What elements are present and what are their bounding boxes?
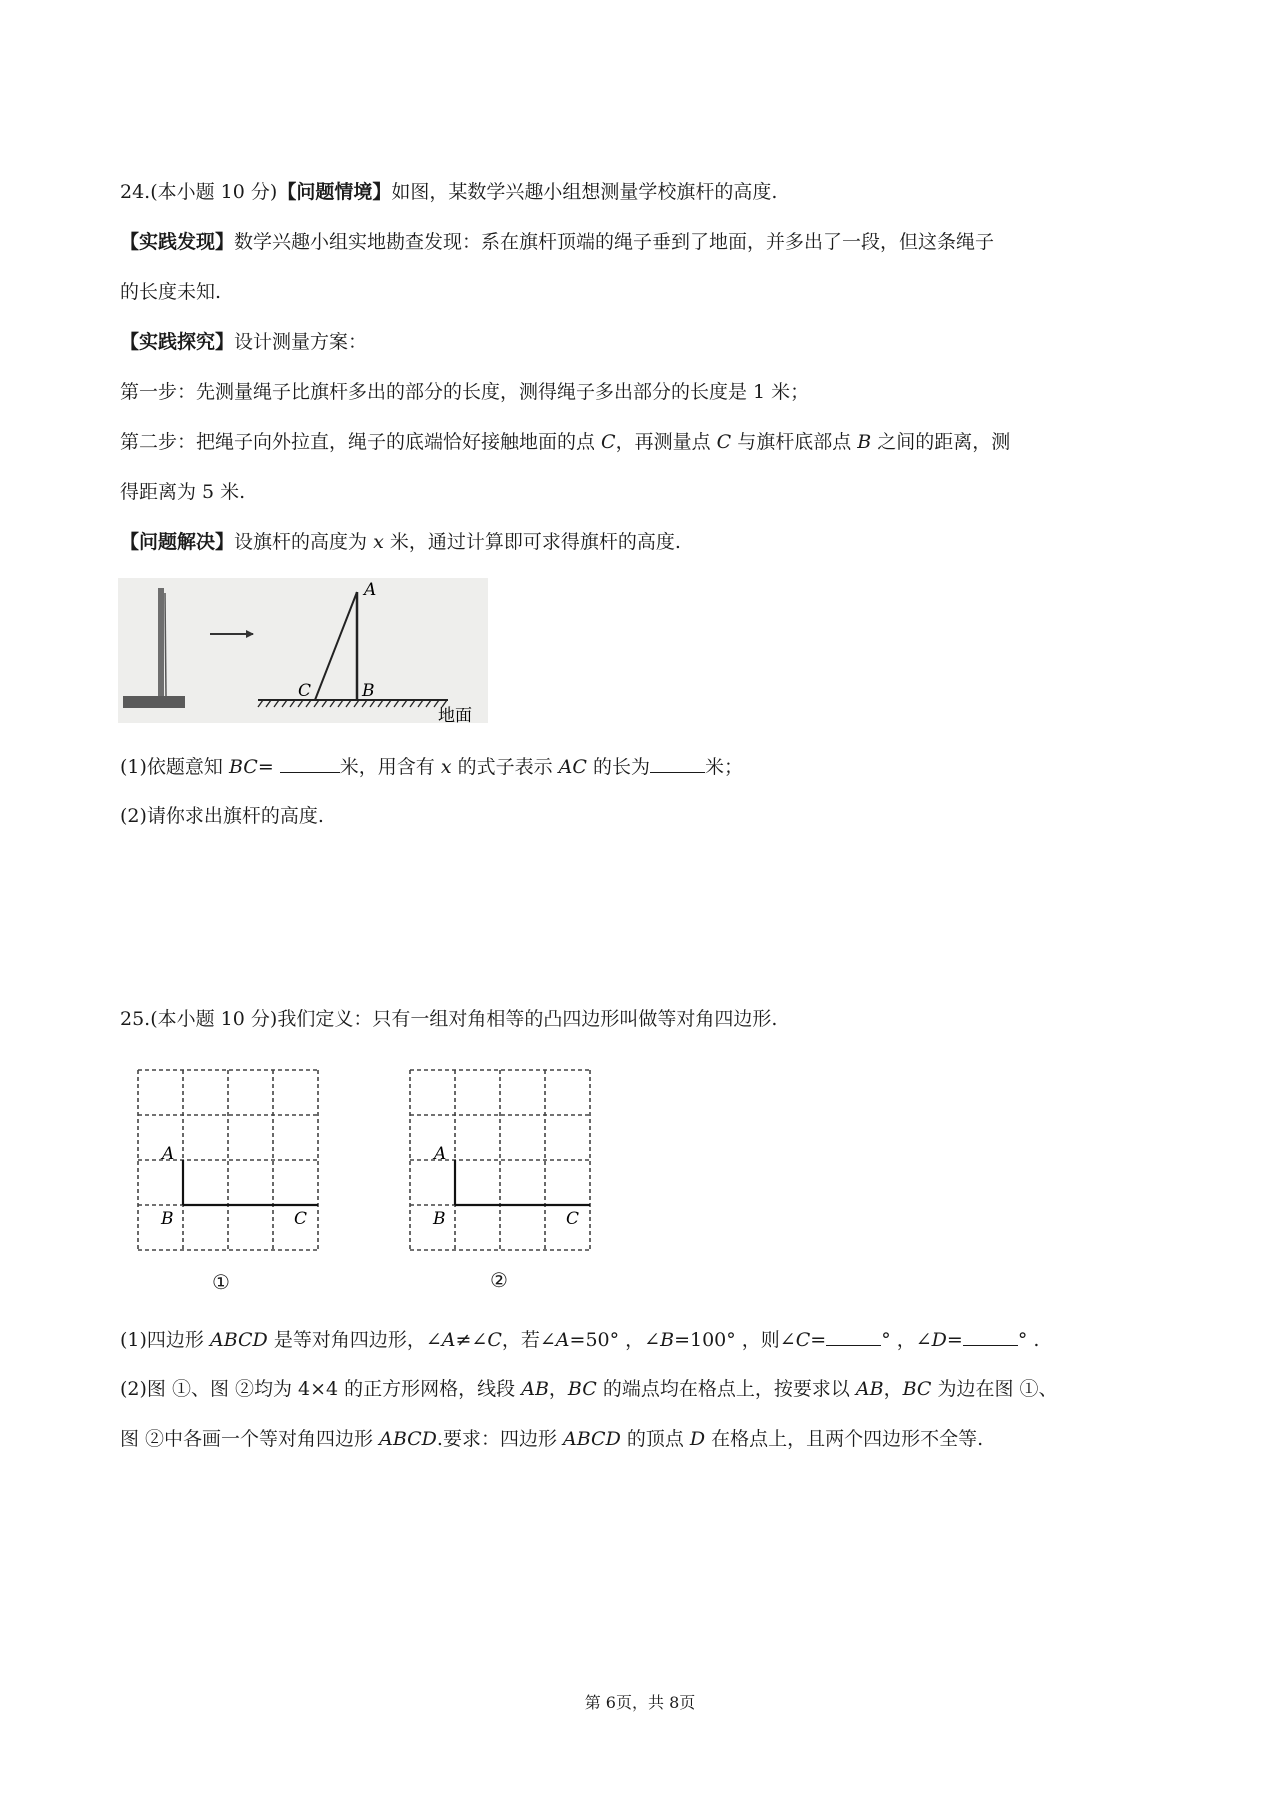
q24-answer-blank-ac[interactable] <box>650 752 705 773</box>
q24-step2-point-c2: C <box>716 431 732 453</box>
grid-1-label-c: C <box>294 1209 308 1229</box>
q25-p1-text-g: = <box>810 1329 827 1351</box>
flagpole-figure <box>118 578 498 732</box>
q25-p1-text-d: ，若∠ <box>501 1329 556 1351</box>
grid-2-label-b: B <box>433 1209 446 1229</box>
q25-p1-text-e: =50° ，∠ <box>569 1329 661 1351</box>
page-footer: 第 6页，共 8页 <box>584 1693 696 1712</box>
q25-intro: 我们定义：只有一组对角相等的凸四边形叫做等对角四边形. <box>277 1008 778 1030</box>
q25-header <box>120 1005 777 1033</box>
q24-step2-line1 <box>120 428 1010 456</box>
q25-p2-bc: BC <box>567 1378 597 1400</box>
grid-2 <box>400 1060 600 1260</box>
q24-step2-point-c: C <box>601 431 616 453</box>
q24-step2-text-e: 之间的距离，测 <box>871 431 1011 453</box>
q25-p1-angle-a2: A <box>555 1329 570 1351</box>
q24-solve-line <box>120 528 681 556</box>
q25-answer-blank-c[interactable] <box>826 1325 881 1346</box>
q24-step2-point-b: B <box>857 431 872 453</box>
q24-p1-x: x <box>440 756 452 778</box>
q24-p1-text-c: 米，用含有 <box>339 756 441 778</box>
q25-number: 25. <box>120 1008 151 1030</box>
q25-p1-text-c: ≠∠ <box>455 1329 488 1351</box>
q25-part1 <box>120 1325 1039 1354</box>
q24-solve-x: x <box>373 531 384 553</box>
q24-meta: (本小题 10 分) <box>150 181 278 203</box>
label-ground: 地面 <box>438 706 472 726</box>
flagpole-diagram <box>118 578 498 728</box>
q25-p2-line2-text-a: 图 ②中各画一个等对角四边形 <box>120 1428 380 1450</box>
q24-step2-text-d: 与旗杆底部点 <box>731 431 858 453</box>
grid-2-label-c: C <box>566 1209 580 1229</box>
q25-p2-abcd2: ABCD <box>563 1428 621 1450</box>
q25-p2-bc2: BC <box>902 1378 932 1400</box>
q25-p2-abcd: ABCD <box>379 1428 437 1450</box>
q24-p1-text-f: 米； <box>704 756 743 778</box>
q24-p1-ac: AC <box>558 756 587 778</box>
q25-p1-text-h: ° ，∠ <box>881 1329 932 1351</box>
q24-step2-text-a: 第二步：把绳子向外拉直，绳子的底端恰好接触地面的点 <box>120 431 602 453</box>
q25-p2-ab: AB <box>521 1378 549 1400</box>
q25-p1-abcd: ABCD <box>209 1329 268 1351</box>
q25-answer-blank-d[interactable] <box>963 1325 1018 1346</box>
q25-p1-angle-b: B <box>660 1329 675 1351</box>
q25-p1-angle-d: D <box>931 1329 947 1351</box>
grid-figure-1 <box>128 1060 328 1264</box>
q24-solve-text-b: 米，通过计算即可求得旗杆的高度. <box>383 531 681 553</box>
grid-2-label-a: A <box>434 1144 447 1164</box>
q24-number: 24. <box>120 181 151 203</box>
q24-explore-line <box>120 328 367 356</box>
q24-part2 <box>120 802 324 830</box>
q25-p1-text-b: 是等对角四边形，∠ <box>267 1329 442 1351</box>
label-point-a: A <box>364 580 377 600</box>
q24-discover-1: 数学兴趣小组实地勘查发现：系在旗杆顶端的绳子垂到了地面，并多出了一段，但这条绳子 <box>234 231 995 253</box>
q24-step1 <box>120 378 809 406</box>
q25-p2-line2-text-c: 的顶点 <box>620 1428 690 1450</box>
q24-p1-bc: BC <box>228 756 258 778</box>
grid-figure-2 <box>400 1060 600 1264</box>
q25-p2-line2-text-b: .要求：四边形 <box>436 1428 563 1450</box>
q24-tag-discover: 【实践发现】 <box>120 231 235 253</box>
grid-1-label-a: A <box>162 1144 175 1164</box>
q24-step1-text: 第一步：先测量绳子比旗杆多出的部分的长度，测得绳子多出部分的长度是 1 米； <box>120 381 810 403</box>
flagpole-photo-base <box>123 696 185 708</box>
q24-discover-line2 <box>120 278 221 306</box>
q24-p1-text-e: 的长为 <box>586 756 650 778</box>
q24-header <box>120 178 777 206</box>
q25-p2-text-e: 为边在图 ①、 <box>931 1378 1058 1400</box>
q25-p1-text-a: (1)四边形 <box>120 1329 210 1351</box>
q25-p2-ab2: AB <box>855 1378 884 1400</box>
q25-p1-angle-c2: C <box>795 1329 811 1351</box>
q25-p2-text-c: 的端点均在格点上，按要求以 <box>596 1378 856 1400</box>
label-point-b: B <box>362 681 375 701</box>
q24-discover-line1 <box>120 228 994 256</box>
q24-discover-2: 的长度未知. <box>120 281 222 303</box>
q24-p1-text-b: = <box>257 756 280 778</box>
q24-explore: 设计测量方案： <box>234 331 368 353</box>
q25-p1-angle-c: C <box>487 1329 502 1351</box>
q25-p2-text-a: (2)图 ①、图 ②均为 4×4 的正方形网格，线段 <box>120 1378 522 1400</box>
q24-p1-text-a: (1)依题意知 <box>120 756 229 778</box>
q24-intro: 如图，某数学兴趣小组想测量学校旗杆的高度. <box>391 181 778 203</box>
q25-meta: (本小题 10 分) <box>150 1008 278 1030</box>
flagpole-photo-rope <box>165 593 166 696</box>
q24-tag-solve: 【问题解决】 <box>120 531 235 553</box>
q25-p1-angle-a: A <box>441 1329 456 1351</box>
q25-p2-text-d: ， <box>883 1378 903 1400</box>
q25-p1-text-j: ° . <box>1017 1329 1040 1351</box>
grid-1-caption: ① <box>212 1270 230 1294</box>
label-point-c: C <box>298 681 312 701</box>
grid-2-caption: ② <box>490 1268 508 1292</box>
q25-p2-line2-text-d: 在格点上，且两个四边形不全等. <box>705 1428 984 1450</box>
q24-answer-blank-bc[interactable] <box>280 752 340 773</box>
q25-p2-text-b: ， <box>548 1378 568 1400</box>
grid-1 <box>128 1060 328 1260</box>
q24-p1-text-d: 的式子表示 <box>451 756 559 778</box>
grid-1-label-b: B <box>161 1209 174 1229</box>
q25-part2-line1 <box>120 1375 1058 1403</box>
q25-p2-point-d: D <box>689 1428 706 1450</box>
q24-step2-text-line2: 得距离为 5 米. <box>120 481 246 503</box>
q24-part1 <box>120 752 743 781</box>
q25-p1-text-f: =100° ，则∠ <box>674 1329 796 1351</box>
flagpole-photo-pole <box>158 588 164 703</box>
q24-step2-line2 <box>120 478 245 506</box>
q24-solve-text-a: 设旗杆的高度为 <box>234 531 374 553</box>
q25-p1-text-i: = <box>946 1329 963 1351</box>
q25-part2-line2 <box>120 1425 983 1453</box>
q24-p2-text: (2)请你求出旗杆的高度. <box>120 805 324 827</box>
q24-step2-text-b: ，再测量点 <box>615 431 717 453</box>
q24-tag-explore: 【实践探究】 <box>120 331 235 353</box>
q24-tag-situation: 【问题情境】 <box>277 181 392 203</box>
